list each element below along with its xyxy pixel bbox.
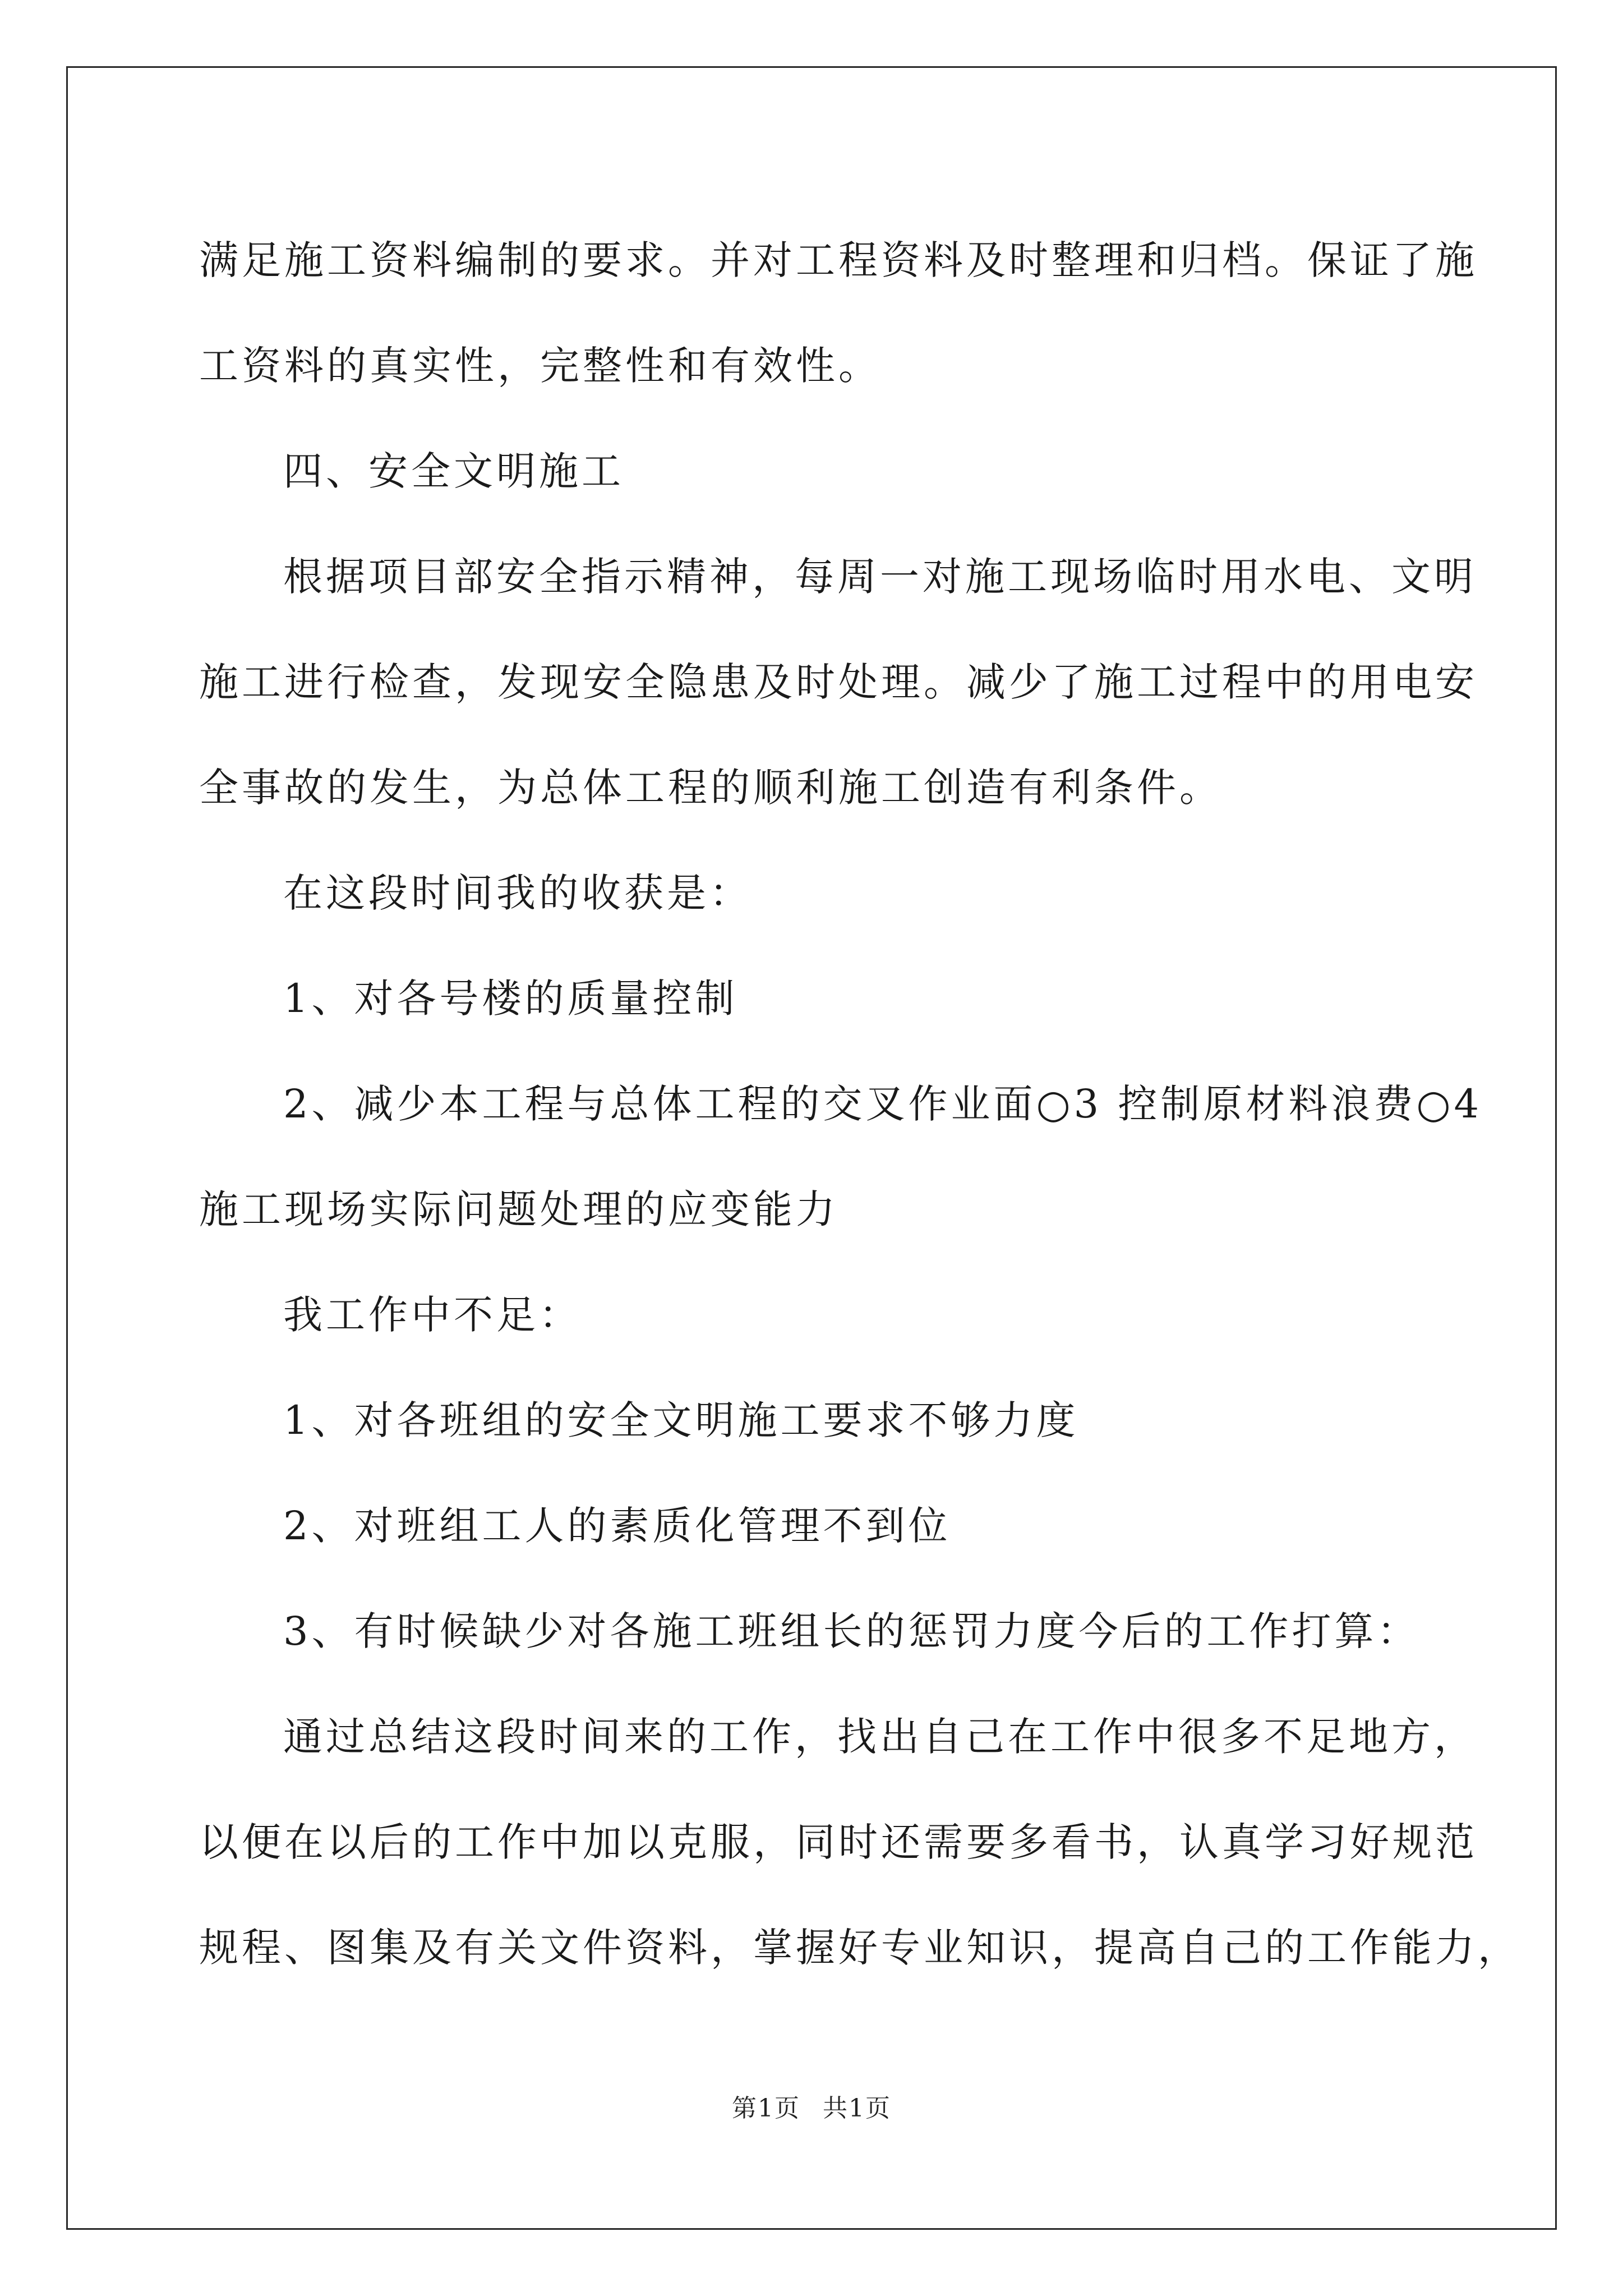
page-total: 共1页 — [823, 2094, 891, 2123]
list-item: 1、对各班组的安全文明施工要求不够力度 — [283, 1397, 1079, 1443]
list-item: 3、有时候缺少对各施工班组长的惩罚力度今后的工作打算： — [283, 1608, 1420, 1654]
document-body — [199, 208, 1520, 2000]
list-item: 2、减少本工程与总体工程的交叉作业面○3 控制原材料浪费○4 — [283, 1081, 1483, 1127]
text-line: 全事故的发生，为总体工程的顺利施工创造有利条件。 — [199, 765, 1222, 811]
section-heading: 四、安全文明施工 — [283, 448, 624, 494]
text-line: 规程、图集及有关文件资料，掌握好专业知识，提高自己的工作能力， — [199, 1925, 1520, 1971]
list-item: 1、对各号楼的质量控制 — [283, 976, 738, 1022]
text-line: 施工现场实际问题处理的应变能力 — [199, 1186, 838, 1232]
text-line: 工资料的真实性，完整性和有效性。 — [199, 343, 881, 389]
text-line: 通过总结这段时间来的工作，找出自己在工作中很多不足地方， — [283, 1714, 1477, 1760]
text-line: 根据项目部安全指示精神，每周一对施工现场临时用水电、文明 — [283, 554, 1477, 600]
list-item: 2、对班组工人的素质化管理不到位 — [283, 1503, 951, 1549]
page-number: 第1页 — [732, 2094, 800, 2123]
text-line: 以便在以后的工作中加以克服，同时还需要多看书，认真学习好规范 — [199, 1819, 1478, 1865]
text-line: 我工作中不足： — [283, 1292, 582, 1338]
text-line: 满足施工资料编制的要求。并对工程资料及时整理和归档。保证了施 — [199, 237, 1478, 283]
page-footer — [0, 2088, 1623, 2124]
text-line: 在这段时间我的收获是： — [283, 870, 752, 916]
text-line: 施工进行检查，发现安全隐患及时处理。减少了施工过程中的用电安 — [199, 659, 1478, 705]
